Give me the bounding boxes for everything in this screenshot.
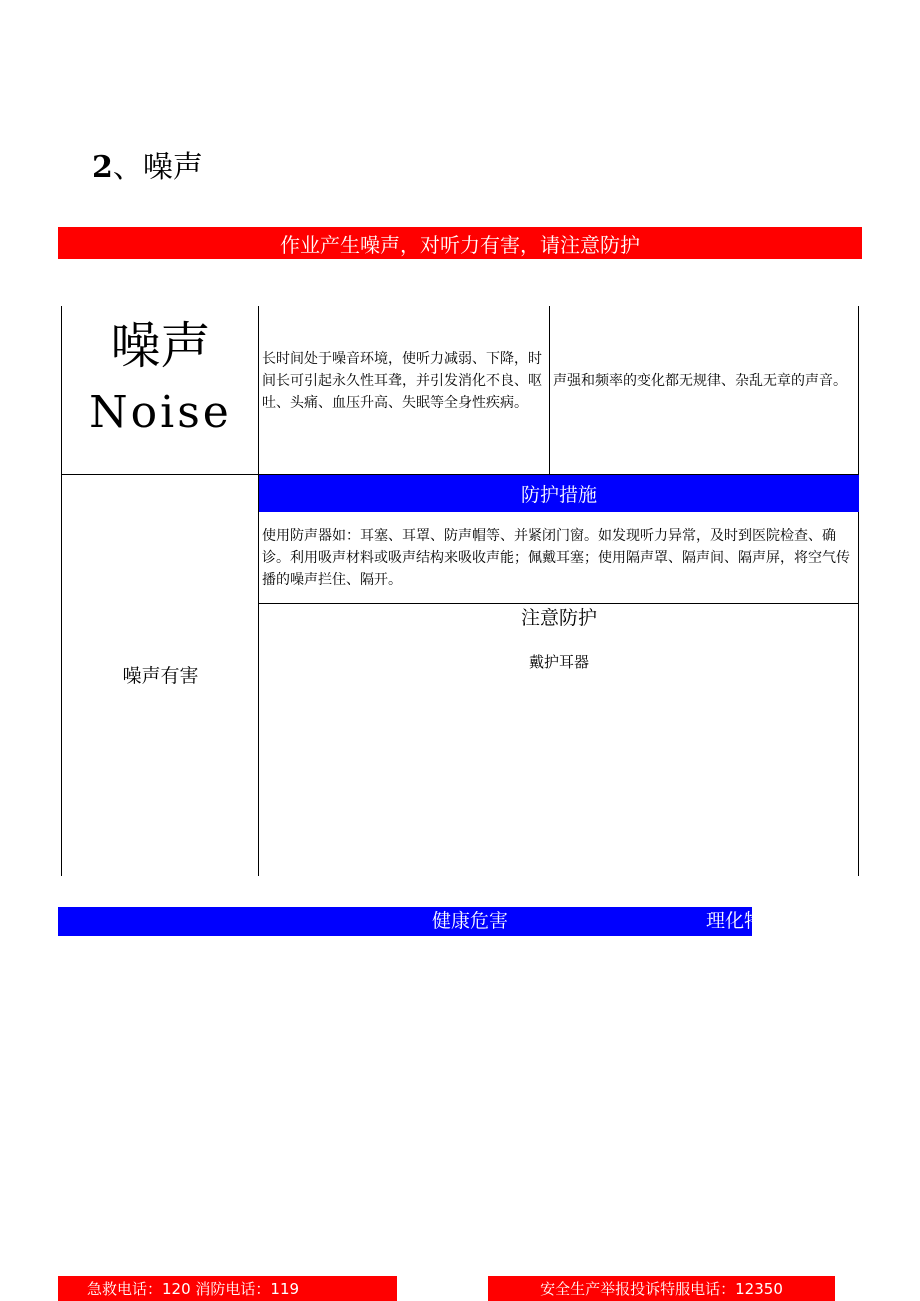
health-hazard-text: 长时间处于噪音环境，使听力减弱、下降，时间长可引起永久性耳聋，并引发消化不良、呕吐、头痛、血压升高、失眠等全身性疾病。 <box>262 351 542 411</box>
category-bar <box>58 907 782 936</box>
protection-header: 防护措施 <box>259 475 859 512</box>
footer-emergency: 急救电话：120 消防电话：119 <box>58 1276 397 1301</box>
section-title: 、噪声 <box>112 150 203 185</box>
section-number: 2 <box>92 150 113 185</box>
warning-banner: 作业产生噪声，对听力有害，请注意防护 <box>58 227 862 259</box>
section-heading <box>92 150 203 186</box>
category-physchem: 理化特性 <box>705 910 782 932</box>
hazard-name-en: Noise <box>89 387 232 438</box>
category-health: 健康危害 <box>431 910 508 932</box>
notice-text: 戴护耳器 <box>528 653 589 671</box>
table-border-right <box>858 306 859 876</box>
protection-text: 使用防声器如：耳塞、耳罩、防声帽等、并紧闭门窗。如发现听力异常，及时到医院检查、确诊。利用吸声材料或吸声结构来吸收声能；佩戴耳塞；使用隔声罩、隔声间、隔声屏，将空气传播的噪声拦住、隔开。 <box>262 528 850 588</box>
table-divider-2 <box>549 306 550 475</box>
hazard-sign <box>62 306 259 474</box>
footer-report-hotline: 安全生产举报投诉特服电话：12350 <box>488 1276 835 1301</box>
notice-title: 注意防护 <box>520 607 597 629</box>
hazard-name-cn: 噪声 <box>110 317 211 375</box>
row-label: 噪声有害 <box>122 665 199 687</box>
physchem-text: 声强和频率的变化都无规律、杂乱无章的声音。 <box>553 373 847 389</box>
